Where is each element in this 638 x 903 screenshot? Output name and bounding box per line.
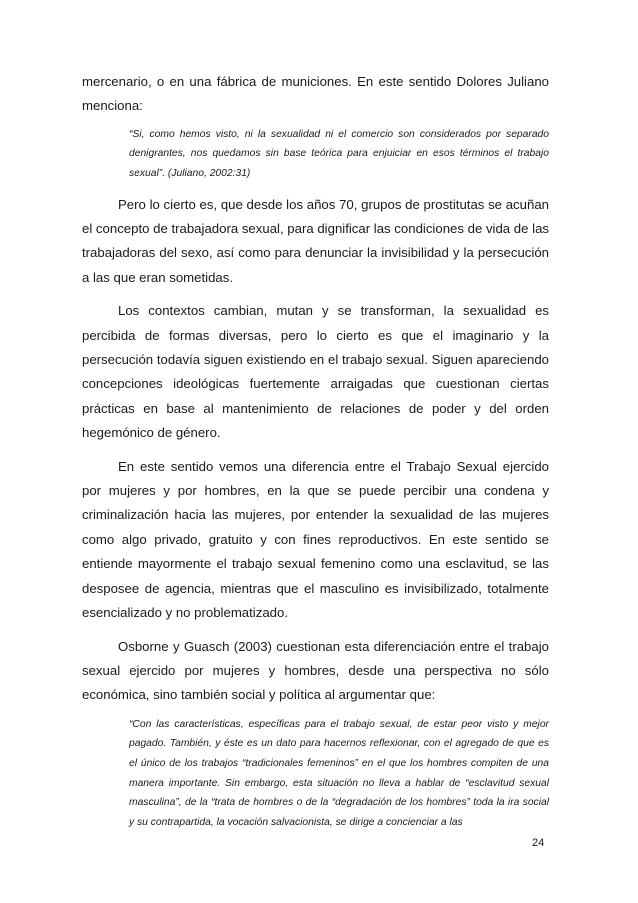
paragraph-prostitutes-1970s: Pero lo cierto es, que desde los años 70, grupos de prostitutas se acuñan el concepto de trabajadora sexual, para dignificar las condiciones de vida de las trabajadoras del sexo, así como para denunciar la invisibilidad y la persecución a las que eran sometidas. — [82, 196, 549, 285]
block-quote-juliano: “Si, como hemos visto, ni la sexualidad ni el comercio son considerados por separado denigrantes, nos quedamos sin base teórica para enjuiciar en esos términos el trabajo sexual”. (Juliano, 2002:31) — [129, 128, 549, 179]
page-body — [82, 70, 549, 832]
paragraph-spacer — [82, 626, 549, 635]
paragraph-gender-difference: En este sentido vemos una diferencia entre el Trabajo Sexual ejercido por mujeres y por hombres, en la que se puede percibir una condena y criminalización hacia las mujeres, por entender la sexualidad de las mujeres como algo privado, gratuito y con fines reproductivos. En este sentido se entiende mayormente el trabajo sexual femenino como una esclavitud, se las desposee de agencia, mientras que el masculino es invisibilizado, totalmente esencializado y no problematizado. — [82, 458, 549, 621]
paragraph-osborne-guasch: Osborne y Guasch (2003) cuestionan esta diferenciación entre el trabajo sexual ejercido por mujeres y hombres, desde una perspectiva no sólo económica, sino también social y política al argumentar que: — [82, 638, 549, 703]
paragraph-spacer — [82, 446, 549, 455]
paragraph-contexts-change: Los contextos cambian, mutan y se transforman, la sexualidad es percibida de formas diversas, pero lo cierto es que el imaginario y la persecución todavía siguen existiendo en el trabajo sexual. Siguen apareciendo concepciones ideológicas fuertemente arraigadas que cuestionan ciertas prácticas en base al mantenimiento de relaciones de poder y del orden hegemónico de género. — [82, 303, 549, 441]
block-quote-osborne-guasch: “Con las características, específicas para el trabajo sexual, de estar peor visto y mejor pagado. También, y éste es un dato para hacernos reflexionar, con el agregado de que es el único de los trabajos “tradicionales femeninos” en el que los hombres compiten de una manera importante. Sin embargo, esta situación no lleva a hablar de “esclavitud sexual masculina”, de la “trata de hombres o de la “degradación de los hombres” toda la ira social y su contrapartida, la vocación salvacionista, se dirige a concienciar a las — [129, 718, 549, 828]
paragraph-intro: mercenario, o en una fábrica de municiones. En este sentido Dolores Juliano menciona: — [82, 74, 549, 114]
page-number: 24 — [532, 837, 545, 849]
paragraph-spacer — [82, 290, 549, 299]
